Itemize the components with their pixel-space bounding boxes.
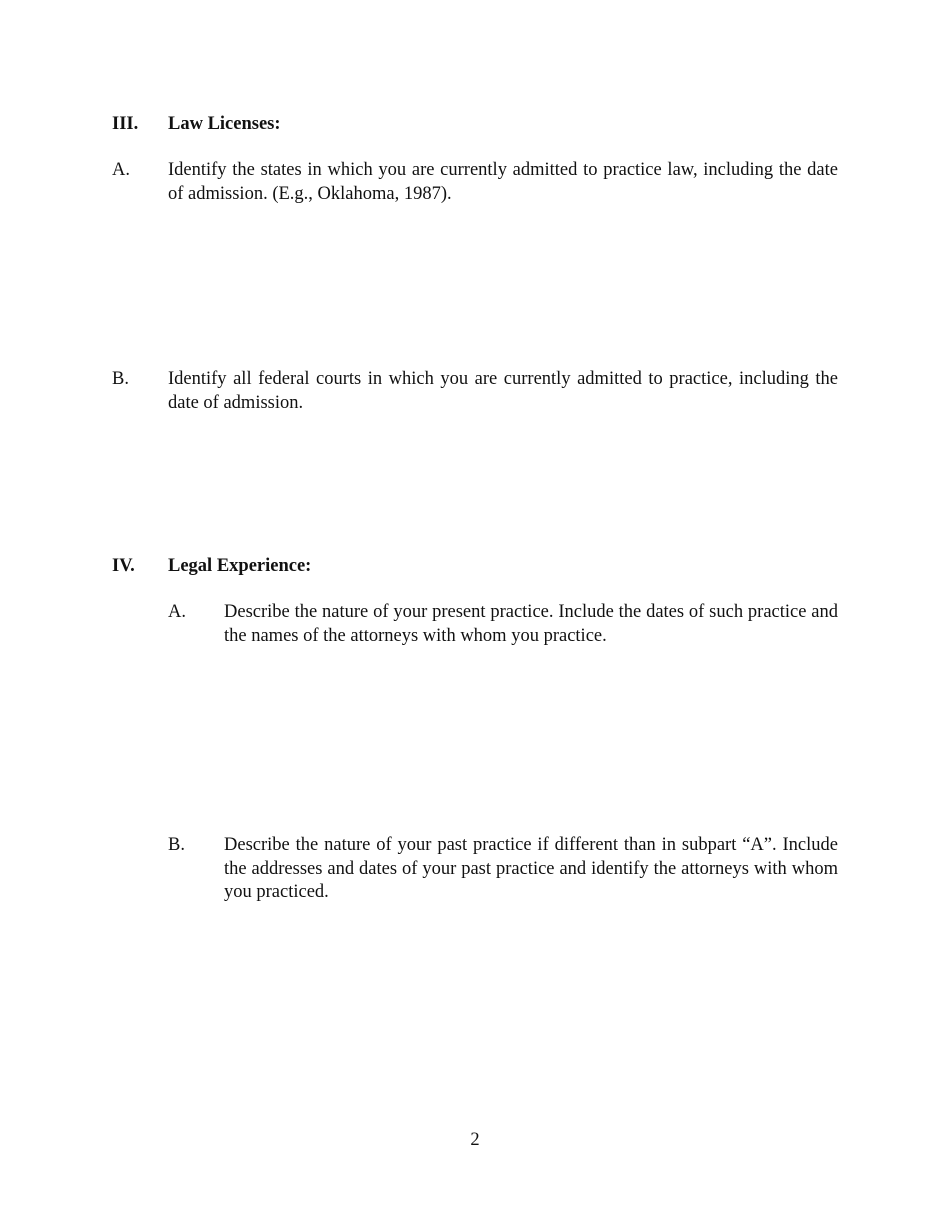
question-letter: B. [168,835,185,855]
section-title: Law Licenses: [168,114,281,134]
section-title: Legal Experience: [168,556,312,576]
question-item [112,159,842,209]
question-item [168,834,842,909]
page-number: 2 [470,1130,480,1150]
question-item [112,368,842,418]
section-heading-law-licenses [112,113,842,138]
section-numeral: IV. [112,556,135,576]
question-text: Describe the nature of your past practice if different than in subpart “A”. Include the addresses and dates of your past practice and identify the attorneys with whom you practiced. [224,835,838,902]
question-letter: A. [112,160,130,180]
question-letter: A. [168,602,186,622]
question-item [168,601,842,651]
section-numeral: III. [112,114,139,134]
question-letter: B. [112,369,129,389]
question-text: Describe the nature of your present practice. Include the dates of such practice and the names of the attorneys with whom you practice. [224,602,838,646]
question-text: Identify all federal courts in which you are currently admitted to practice, including the date of admission. [168,369,838,413]
section-heading-legal-experience [112,555,842,580]
question-text: Identify the states in which you are currently admitted to practice law, including the date of admission. (E.g., Oklahoma, 1987). [168,160,838,204]
